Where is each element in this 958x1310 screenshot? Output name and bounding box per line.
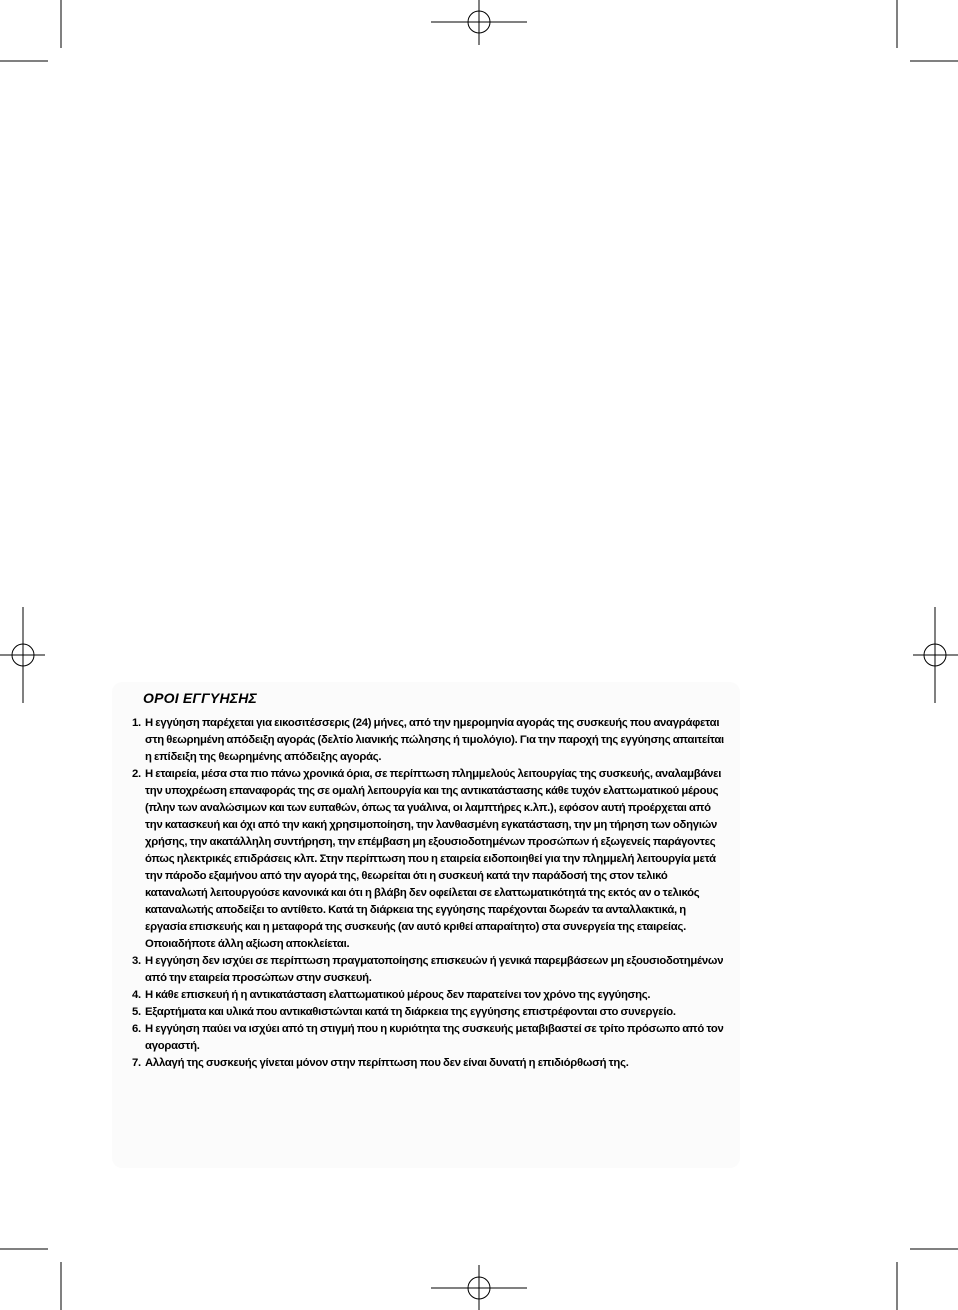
- term-number: 3.: [132, 955, 141, 967]
- registration-mark-bottom: [431, 1265, 527, 1310]
- term-number: 7.: [132, 1057, 141, 1069]
- registration-mark-left: [0, 607, 45, 703]
- term-text: Αλλαγή της συσκευής γίνεται μόνον στην περίπτωση που δεν είναι δυνατή η επιδιόρθωσή της.: [145, 1057, 629, 1069]
- term-number: 6.: [132, 1023, 141, 1035]
- terms-list: [132, 715, 728, 1072]
- term-text: Η κάθε επισκευή ή η αντικατάσταση ελαττωματικού μέρους δεν παρατείνει τον χρόνο της εγγύησης.: [145, 989, 651, 1001]
- term-text: Η εταιρεία, μέσα στα πιο πάνω χρονικά όρια, σε περίπτωση πλημμελούς λειτουργίας της συσκευής, αναλαμβάνει την υποχρέωση επαναφοράς της σε ομαλή λειτουργία και της αντικατάστασης κάθε τυχόν ελαττωματικού μέρους (πλην των αναλώσιμων και των ευπαθών, όπως τα γυάλινα, οι λαμπτήρες κ.λπ.), εφόσον αυτή προέρχεται από την κατασκευή και όχι από την κακή χρησιμοποίηση, την λανθασμένη εγκατάσταση, την μη τήρηση των οδηγιών χρήσης, την ακατάλληλη συντήρηση, την επέμβαση μη εξουσιοδοτημένων προσώπων ή εξωγενείς παράγοντες όπως ηλεκτρικές επιδράσεις κλπ. Στην περίπτωση που η εταιρεία ειδοποιηθεί για την πλημμελή λειτουργία μετά την πάροδο εξαμήνου από την αγορά της, θεωρείται ότι η συσκευή κατά την παράδοσή της στον τελικό καταναλωτή λειτουργούσε κανονικά και ότι η βλάβη δεν οφείλεται σε ελαττωματικότητά της εκτός αν ο τελικός καταναλωτής αποδείξει το αντίθετο. Κατά τη διάρκεια της εγγύησης παρέχονται δωρεάν τα ανταλλακτικά, η εργασία επισκευής και η μεταφορά της συσκευής (αν αυτό κριθεί απαραίτητο) στα συνεργεία της εταιρείας. Οποιαδήποτε άλλη αξίωση αποκλείεται.: [145, 768, 722, 950]
- registration-mark-right: [913, 607, 958, 703]
- term-item: [132, 766, 728, 953]
- term-item: [132, 953, 728, 987]
- term-item: [132, 987, 728, 1004]
- term-text: Η εγγύηση παύει να ισχύει από τη στιγμή που η κυριότητα της συσκευής μεταβιβαστεί σε τρίτο πρόσωπο από τον αγοραστή.: [145, 1023, 724, 1052]
- warranty-terms-section: [132, 690, 728, 1072]
- term-item: [132, 1004, 728, 1021]
- term-item: [132, 1021, 728, 1055]
- term-text: Η εγγύηση παρέχεται για εικοσιτέσσερις (24) μήνες, από την ημερομηνία αγοράς της συσκευής που αναγράφεται στη θεωρημένη απόδειξη αγοράς (δελτίο λιανικής πώλησης ή τιμολόγιο). Για την παροχή της εγγύησης απαιτείται η επίδειξη της θεωρημένης απόδειξης αγοράς.: [145, 717, 724, 763]
- term-item: [132, 1055, 728, 1072]
- registration-mark-top: [431, 0, 527, 45]
- term-text: Η εγγύηση δεν ισχύει σε περίπτωση πραγματοποίησης επισκευών ή γενικά παρεμβάσεων μη εξουσιοδοτημένων από την εταιρεία προσώπων στην συσκευή.: [145, 955, 724, 984]
- term-number: 4.: [132, 989, 141, 1001]
- term-number: 2.: [132, 768, 141, 780]
- term-item: [132, 715, 728, 766]
- term-number: 5.: [132, 1006, 141, 1018]
- term-text: Εξαρτήματα και υλικά που αντικαθιστώνται κατά τη διάρκεια της εγγύησης επιστρέφονται στο συνεργείο.: [145, 1006, 676, 1018]
- term-number: 1.: [132, 717, 141, 729]
- section-title: ΟΡΟΙ ΕΓΓΥΗΣΗΣ: [143, 690, 257, 706]
